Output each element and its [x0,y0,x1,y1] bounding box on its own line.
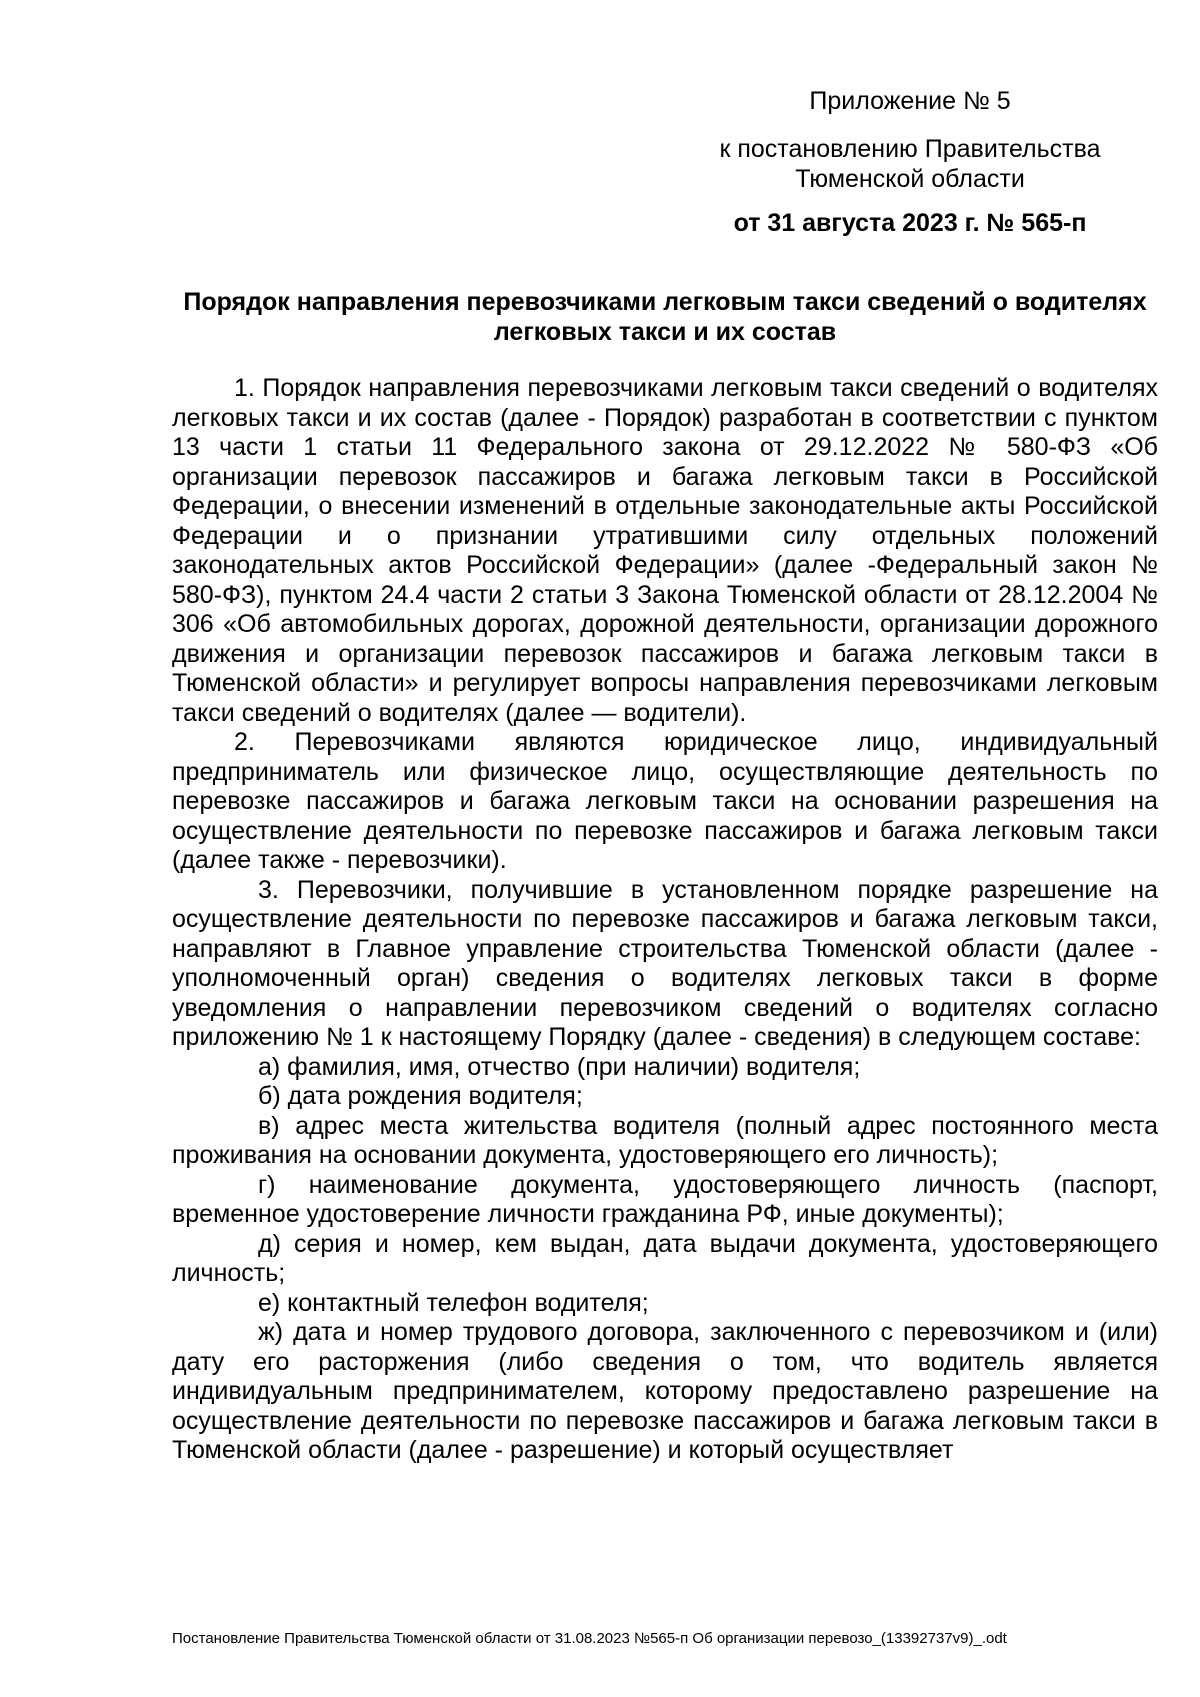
list-item-b: б) дата рождения водителя; [258,1082,583,1110]
annex-number: Приложение № 5 [809,87,1011,115]
list-item-e: е) контактный телефон водителя; [258,1288,649,1317]
paragraph-1: 1. Порядок направления перевозчиками легковым такси сведений о водителях легковых такси и их состав (далее - Порядок) разработан в соответствии с пунктом 13 части 1 статьи 11 Федерального закона от 29.12.2022 № 580-ФЗ «Об организации перевозок пассажиров и багажа легковым такси в Российской Федерации, о внесении изменений в отдельные законодательные акты Российской Федерации и о признании утратившими силу отдельных положений законодательных актов Российской Федерации» (далее -Федеральный закон № 580-ФЗ), пунктом 24.4 части 2 статьи 3 Закона Тюменской области от 28.12.2004 № 306 «Об автомобильных дорогах, дорожной деятельности, организации дорожного движения и организации перевозок пассажиров и багажа легковым такси в Тюменской области» и регулирует вопросы направления перевозчиками легковым такси сведений о водителях (далее — водители). [172,374,1158,727]
list-item-a: а) фамилия, имя, отчество (при наличии) водителя; [258,1052,861,1081]
page-footer: Постановление Правительства Тюменской области от 31.08.2023 №565-п Об организации перевозо_(13392737v9)_.odt [172,1630,1007,1647]
list-item-v: в) адрес места жительства водителя (полный адрес постоянного места проживания на основании документа, удостоверяющего его личность); [172,1111,1158,1169]
decree-reference: к постановлению Правительства Тюменской области [719,135,1101,193]
decree-date: от 31 августа 2023 г. № 565-п [733,209,1087,237]
paragraph-2: 2. Перевозчиками являются юридическое лицо, индивидуальный предприниматель или физическое лицо, осуществляющие деятельность по перевозке пассажиров и багажа легковым такси на основании разрешения на осуществление деятельности по перевозке пассажиров и багажа легковым такси (далее также - перевозчики). [172,728,1158,874]
list-item-zh: ж) дата и номер трудового договора, заключенного с перевозчиком и (или) дату его расторжения (либо сведения о том, что водитель является индивидуальным предпринимателем, которому предоставлено разрешение на осуществление деятельности по перевозке пассажиров и багажа легковым такси в Тюменской области (далее - разрешение) и который осуществляет [172,1318,1158,1464]
annex-header [700,86,1120,238]
list-item-g: г) наименование документа, удостоверяющего личность (паспорт, временное удостоверение личности гражданина РФ, иные документы); [172,1170,1158,1228]
list-item-d: д) серия и номер, кем выдан, дата выдачи документа, удостоверяющего личность; [172,1229,1158,1287]
document-body [172,374,1158,1466]
document-title: Порядок направления перевозчиками легковым такси сведений о водителях легковых такси и их состав [183,288,1147,346]
paragraph-3: 3. Перевозчики, получившие в установленном порядке разрешение на осуществление деятельности по перевозке пассажиров и багажа легковым такси, направляют в Главное управление строительства Тюменской области (далее - уполномоченный орган) сведения о водителях легковых такси в форме уведомления о направлении перевозчиком сведений о водителях согласно приложению № 1 к настоящему Порядку (далее - сведения) в следующем составе: [172,875,1158,1051]
